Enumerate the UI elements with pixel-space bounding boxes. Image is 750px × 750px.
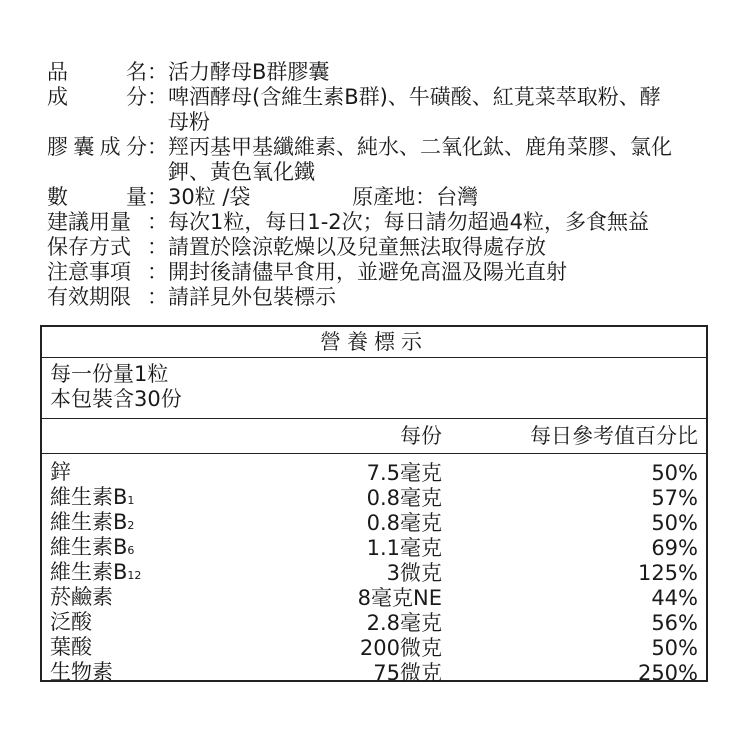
spec-value-capsule [168, 135, 717, 185]
nutrient-row [42, 561, 706, 586]
header-daily-percent: 每日參考值百分比 [530, 423, 698, 448]
spec-label-char: 品 [47, 60, 68, 84]
spec-label-char: 囊 [73, 135, 95, 159]
header-per-serving: 每份 [400, 423, 442, 448]
spec-value-line: 母粉 [168, 110, 210, 134]
spec-label-char: 分 [125, 135, 147, 159]
spec-row-notice [47, 260, 717, 285]
serving-size: 每一份量1粒 [50, 362, 169, 386]
nutrient-rows [42, 454, 706, 686]
spec-label-capsule [47, 135, 147, 185]
spec-label-expiry: 有效期限 [47, 285, 131, 309]
spec-label-quantity [47, 185, 147, 210]
nutrient-name: 維生素B1 [50, 484, 135, 509]
nutrient-amount: 200微克 [359, 636, 442, 660]
serving-info [42, 358, 706, 419]
spec-colon: ： [147, 60, 168, 84]
nutrient-subscript: 6 [127, 543, 135, 557]
spec-colon: ： [415, 185, 437, 209]
spec-colon: ： [147, 235, 168, 259]
nutrient-amount: 2.8毫克 [366, 611, 442, 635]
nutrient-row [42, 511, 706, 536]
spec-label-char: 膠 [47, 135, 68, 159]
nutrition-column-header [42, 419, 706, 454]
nutrition-title: 營養標示 [42, 327, 706, 358]
spec-row-ingredients [47, 85, 717, 135]
spec-value-storage: 請置於陰涼乾燥以及兒童無法取得處存放 [168, 235, 546, 259]
spec-row-usage [47, 210, 717, 235]
nutrient-daily-percent: 250% [637, 661, 698, 685]
spec-label-char: 成 [99, 135, 121, 159]
nutrient-daily-percent: 69% [651, 536, 698, 560]
spec-label-char: 分 [126, 85, 147, 109]
nutrient-amount: 7.5毫克 [366, 461, 442, 485]
spec-label-storage: 保存方式 [47, 235, 131, 259]
spec-colon: ： [147, 185, 168, 209]
nutrition-facts-table [40, 325, 708, 685]
nutrient-daily-percent: 56% [651, 611, 698, 635]
spec-row-name [47, 60, 717, 85]
spec-value-line: 羥丙基甲基纖維素、純水、二氧化鈦、鹿角菜膠、氯化 [168, 135, 672, 159]
spec-row-capsule [47, 135, 717, 185]
spec-value-line: 啤酒酵母(含維生素B群)、牛磺酸、紅莧菜萃取粉、酵 [168, 85, 661, 109]
spec-value-quantity [168, 185, 717, 210]
spec-label-usage: 建議用量 [47, 210, 131, 234]
nutrient-subscript: 12 [127, 568, 142, 582]
spec-label-ingredients [47, 85, 147, 135]
nutrient-name: 泛酸 [50, 609, 92, 634]
nutrient-subscript: 1 [127, 493, 135, 507]
nutrient-amount: 8毫克NE [357, 586, 442, 610]
nutrient-daily-percent: 50% [651, 636, 698, 660]
nutrient-row [42, 486, 706, 511]
nutrient-amount: 0.8毫克 [366, 511, 442, 535]
spec-label-char: 名 [126, 60, 147, 84]
origin-value: 台灣 [436, 185, 479, 209]
spec-value-notice: 開封後請儘早食用，並避免高溫及陽光直射 [168, 260, 567, 284]
nutrient-daily-percent: 50% [651, 511, 698, 535]
nutrient-name: 維生素B6 [50, 534, 135, 559]
spec-label-notice: 注意事項 [47, 260, 131, 284]
nutrient-amount: 75微克 [373, 661, 442, 685]
origin-label: 原產地 [352, 185, 416, 209]
spec-row-expiry [47, 285, 717, 310]
spec-value-line: 鉀、黃色氧化鐵 [168, 160, 315, 184]
spec-value-ingredients [168, 85, 717, 135]
nutrient-name: 葉酸 [50, 634, 92, 659]
nutrient-row [42, 536, 706, 561]
spec-colon: ： [147, 85, 168, 109]
nutrient-daily-percent: 57% [651, 486, 698, 510]
nutrient-row [42, 586, 706, 611]
nutrient-name: 生物素 [50, 659, 113, 684]
nutrient-daily-percent: 125% [637, 561, 698, 585]
spec-colon: ： [147, 135, 168, 159]
nutrient-row [42, 636, 706, 661]
product-spec [47, 60, 717, 310]
spec-value-expiry: 請詳見外包裝標示 [168, 285, 336, 309]
spec-label-char: 成 [47, 85, 68, 109]
nutrient-amount: 1.1毫克 [366, 536, 442, 560]
quantity-value: 30粒 /袋 [168, 185, 251, 209]
servings-per-pack: 本包裝含30份 [50, 387, 182, 411]
nutrient-name: 維生素B2 [50, 509, 135, 534]
spec-label-char: 數 [47, 185, 68, 209]
spec-row-quantity [47, 185, 717, 210]
spec-colon: ： [147, 210, 168, 234]
nutrient-amount: 0.8毫克 [366, 486, 442, 510]
nutrient-name: 菸鹼素 [50, 584, 113, 609]
spec-value-usage: 每次1粒，每日1-2次；每日請勿超過4粒，多食無益 [168, 210, 650, 234]
spec-row-storage [47, 235, 717, 260]
nutrient-daily-percent: 44% [651, 586, 698, 610]
spec-colon: ： [147, 285, 168, 309]
spec-label-char: 量 [126, 185, 147, 209]
nutrient-daily-percent: 50% [651, 461, 698, 485]
spec-value-name: 活力酵母B群膠囊 [168, 60, 330, 84]
nutrient-row [42, 611, 706, 636]
spec-colon: ： [147, 260, 168, 284]
nutrient-row [42, 661, 706, 686]
spec-label-name [47, 60, 147, 85]
nutrient-name: 維生素B12 [50, 559, 142, 584]
nutrient-subscript: 2 [127, 518, 135, 532]
nutrient-amount: 3微克 [386, 561, 442, 585]
nutrient-row [42, 461, 706, 486]
nutrient-name: 鋅 [50, 459, 71, 484]
